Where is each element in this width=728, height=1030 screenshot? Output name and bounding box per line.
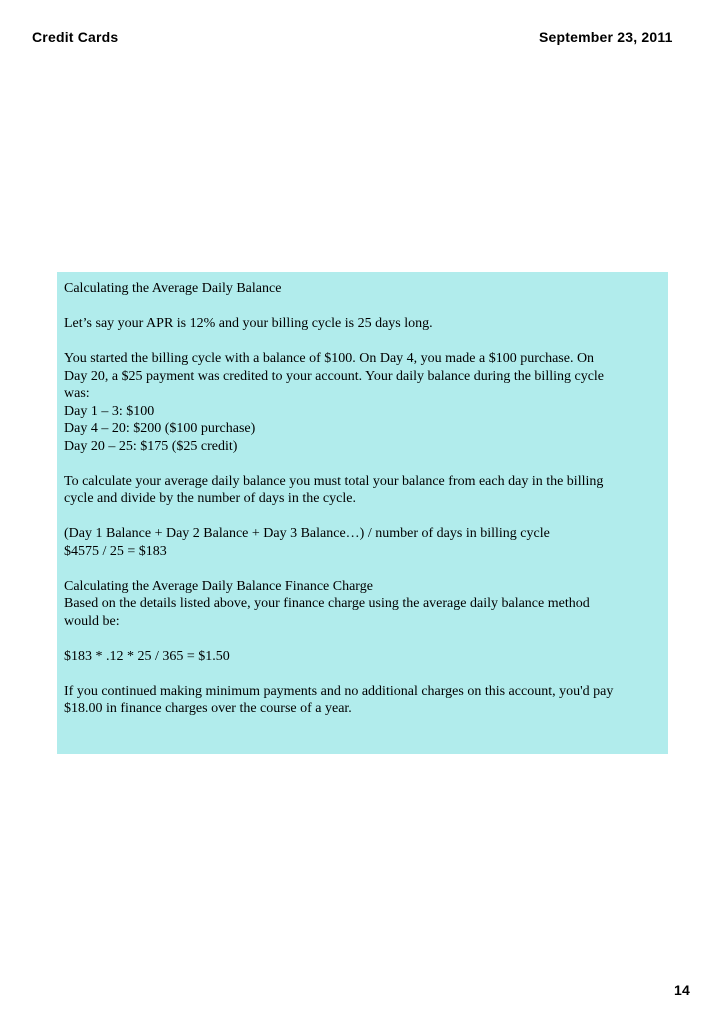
note-line: Based on the details listed above, your finance charge using the average daily balance method: [64, 596, 590, 611]
note-line: $4575 / 25 = $183: [64, 543, 167, 559]
note-line: Day 20, a $25 payment was credited to your account. Your daily balance during the billing cycle: [64, 368, 605, 384]
note-line: cycle and divide by the number of days in the cycle.: [64, 491, 356, 506]
note-box: [57, 272, 668, 754]
page-number: 14: [674, 982, 690, 998]
page-date: September 23, 2011: [539, 29, 673, 45]
note-line: Let’s say your APR is 12% and your billing cycle is 25 days long.: [64, 316, 433, 331]
note-line: Day 1 – 3: $100: [64, 403, 155, 419]
note-line: $18.00 in finance charges over the course of a year.: [64, 701, 352, 716]
note-line: If you continued making minimum payments and no additional charges on this account, you'd pay: [64, 683, 614, 699]
spacer: [64, 630, 660, 648]
spacer: [64, 455, 660, 473]
page-title: Credit Cards: [32, 29, 119, 45]
note-heading: Calculating the Average Daily Balance: [64, 281, 282, 296]
spacer: [64, 560, 660, 578]
note-line: To calculate your average daily balance you must total your balance from each day in the billing: [64, 473, 604, 489]
note-line: (Day 1 Balance + Day 2 Balance + Day 3 Balance…) / number of days in billing cycle: [64, 526, 550, 541]
spacer: [64, 508, 660, 526]
spacer: [64, 333, 660, 351]
note-line: You started the billing cycle with a balance of $100. On Day 4, you made a $100 purchase. On: [64, 351, 595, 366]
spacer: [64, 665, 660, 683]
spacer: [64, 298, 660, 316]
note-formula: $183 * .12 * 25 / 365 = $1.50: [64, 648, 230, 664]
note-line: would be:: [64, 613, 120, 629]
note-line: was:: [64, 386, 90, 401]
note-line: Day 4 – 20: $200 ($100 purchase): [64, 421, 256, 436]
note-line: Day 20 – 25: $175 ($25 credit): [64, 438, 238, 454]
note-subheading: Calculating the Average Daily Balance Finance Charge: [64, 578, 373, 594]
